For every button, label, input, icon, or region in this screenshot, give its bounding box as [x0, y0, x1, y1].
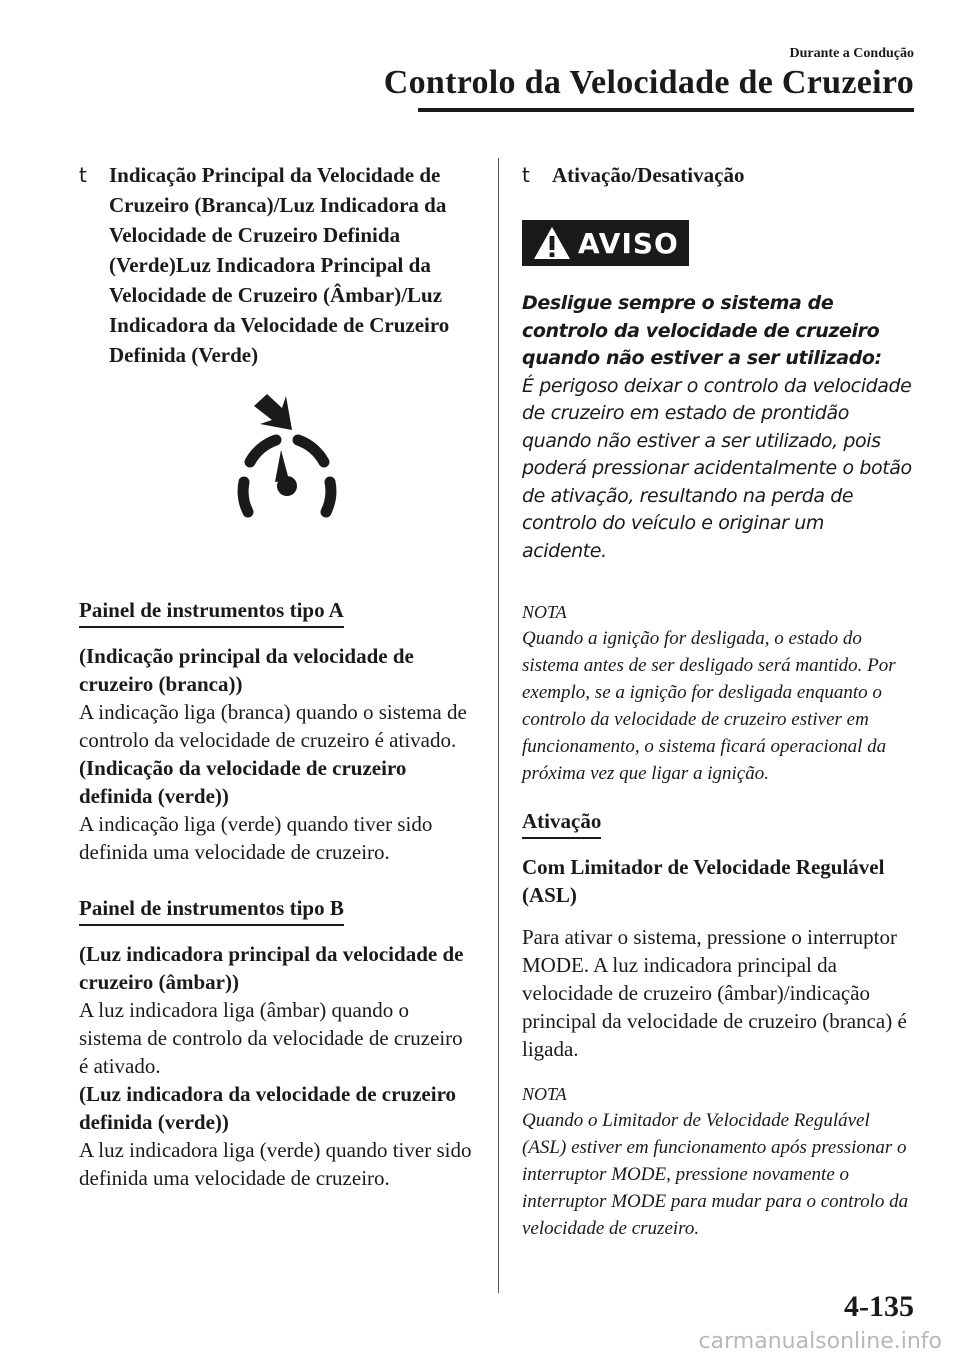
header-rule	[418, 108, 914, 112]
panel-a-heading-2: (Indicação da velocidade de cruzeiro definida (verde))	[79, 756, 407, 808]
bullet-marker: t	[79, 163, 87, 187]
right-column	[522, 160, 914, 1242]
column-divider	[498, 158, 499, 1293]
warning-block	[522, 220, 914, 565]
page-number: 4-135	[844, 1290, 914, 1323]
note-label: NOTA	[522, 602, 567, 622]
panel-b-text-2: A luz indicadora liga (verde) quando tiver sido definida uma velocidade de cruzeiro.	[79, 1138, 472, 1190]
note-2	[522, 1083, 914, 1242]
panel-a-title: Painel de instrumentos tipo A	[79, 598, 344, 628]
topic-heading-text: Indicação Principal da Velocidade de Cruzeiro (Branca)/Luz Indicadora da Velocidade de Cruzeiro Definida (Verde)Luz Indicadora Principal da Velocidade de Cruzeiro (Âmbar)/Luz Indicadora da Velocidade de Cruzeiro Definida (Verde)	[109, 163, 450, 367]
warning-triangle-icon	[532, 225, 572, 261]
watermark: carmanualsonline.info	[698, 1329, 942, 1354]
page-title: Controlo da Velocidade de Cruzeiro	[383, 64, 914, 101]
warning-label: AVISO	[578, 226, 679, 260]
topic-heading	[79, 160, 474, 370]
panel-a-text-1: A indicação liga (branca) quando o sistema de controlo da velocidade de cruzeiro é ativado.	[79, 700, 467, 752]
warning-text: É perigoso deixar o controlo da velocidade de cruzeiro em estado de prontidão quando não estiver a ser utilizado, pois poderá pressionar acidentalmente o botão de ativação, resultando na perda de controlo do veículo e originar um acidente.	[522, 374, 912, 562]
activation-heading-text: Ativação/Desativação	[552, 163, 745, 187]
panel-a-section	[79, 598, 474, 866]
panel-b-title: Painel de instrumentos tipo B	[79, 896, 344, 926]
cruise-speedometer-icon	[79, 394, 474, 614]
asl-text: Para ativar o sistema, pressione o interruptor MODE. A luz indicadora principal da velocidade de cruzeiro (âmbar)/indicação principal da velocidade de cruzeiro (branca) é ligada.	[522, 925, 907, 1061]
warning-heading: Desligue sempre o sistema de controlo da velocidade de cruzeiro quando não estiver a ser utilizado:	[522, 292, 882, 369]
bullet-marker: t	[522, 163, 530, 187]
warning-badge	[522, 220, 689, 266]
note-label: NOTA	[522, 1084, 567, 1104]
section-label: Durante a Condução	[789, 46, 914, 61]
activation-title: Ativação	[522, 809, 601, 839]
panel-b-heading-1: (Luz indicadora principal da velocidade de cruzeiro (âmbar))	[79, 942, 464, 994]
panel-b-text-1: A luz indicadora liga (âmbar) quando o sistema de controlo da velocidade de cruzeiro é ativado.	[79, 998, 463, 1078]
panel-b-heading-2: (Luz indicadora da velocidade de cruzeiro definida (verde))	[79, 1082, 457, 1134]
panel-a-heading-1: (Indicação principal da velocidade de cruzeiro (branca))	[79, 644, 414, 696]
asl-heading: Com Limitador de Velocidade Regulável (ASL)	[522, 855, 885, 907]
note-text: Quando a ignição for desligada, o estado do sistema antes de ser desligado será mantido. Por exemplo, se a ignição for desligada enquanto o controlo da velocidade de cruzeiro estiver em funcionamento, o sistema ficará operacional da próxima vez que ligar a ignição.	[522, 628, 896, 784]
activation-section	[522, 809, 914, 1063]
left-column	[79, 160, 474, 1192]
activation-heading	[522, 160, 914, 190]
note-1	[522, 601, 914, 787]
panel-b-section	[79, 896, 474, 1192]
panel-a-text-2: A indicação liga (verde) quando tiver sido definida uma velocidade de cruzeiro.	[79, 812, 433, 864]
note-text: Quando o Limitador de Velocidade Regulável (ASL) estiver em funcionamento após pressionar o interruptor MODE, pressione novamente o interruptor MODE para mudar para o controlo da velocidade de cruzeiro.	[522, 1110, 909, 1239]
